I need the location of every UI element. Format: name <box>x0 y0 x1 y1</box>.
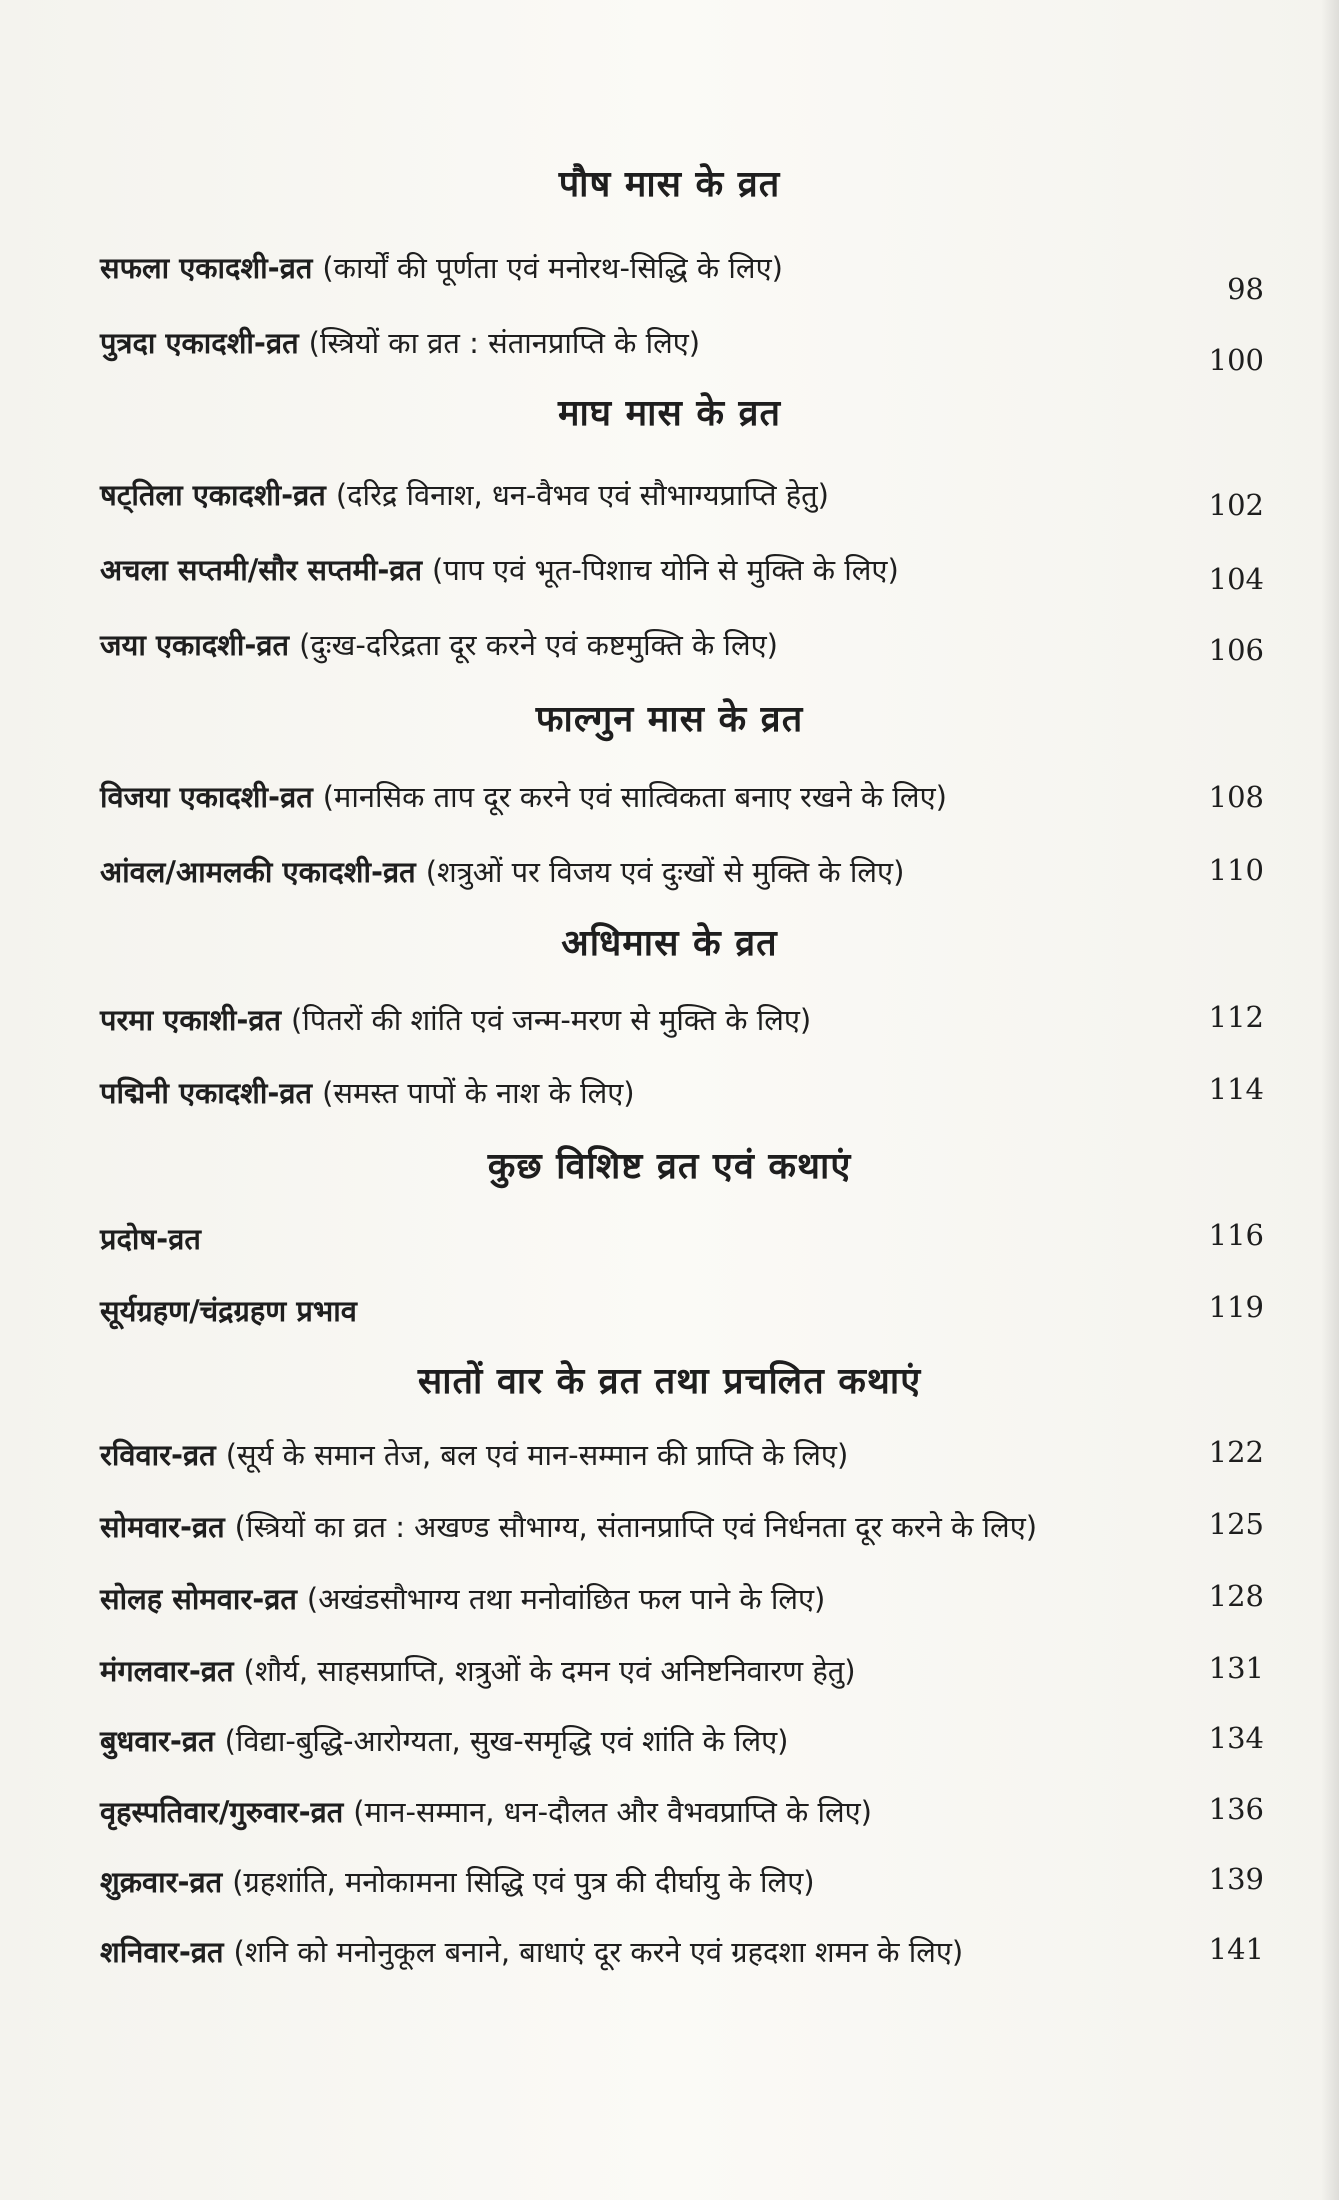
toc-entry[interactable] <box>100 1932 963 1971</box>
entry-description: (शनि को मनोनुकूल बनाने, बाधाएं दूर करने एवं ग्रहदशा शमन के लिए) <box>233 1935 964 1969</box>
entry-title: सूर्यग्रहण/चंद्रग्रहण प्रभाव <box>100 1294 357 1328</box>
entry-title: मंगलवार-व्रत <box>100 1654 234 1688</box>
entry-title: बुधवार-व्रत <box>100 1724 215 1758</box>
toc-entry[interactable] <box>100 1579 825 1618</box>
toc-entry[interactable] <box>100 1792 872 1831</box>
page-number: 114 <box>1208 1072 1264 1106</box>
toc-entry[interactable] <box>100 1651 856 1690</box>
entry-title: शनिवार-व्रत <box>100 1935 224 1969</box>
entry-title: विजया एकादशी-व्रत <box>100 780 313 814</box>
entry-title: जया एकादशी-व्रत <box>100 628 290 662</box>
page-number: 100 <box>1208 343 1264 377</box>
toc-entry[interactable] <box>100 1435 848 1474</box>
entry-description: (कार्यों की पूर्णता एवं मनोरथ-सिद्धि के लिए) <box>322 251 783 285</box>
entry-title: आंवल/आमलकी एकादशी-व्रत <box>100 855 416 889</box>
page-number: 112 <box>1208 1000 1264 1034</box>
entry-title: वृहस्पतिवार/गुरुवार-व्रत <box>100 1795 344 1829</box>
entry-description: (दरिद्र विनाश, धन-वैभव एवं सौभाग्यप्राप्ति हेतु) <box>335 478 829 512</box>
toc-entry[interactable] <box>100 1219 201 1258</box>
entry-description: (मानसिक ताप दूर करने एवं सात्विकता बनाए रखने के लिए) <box>322 780 947 814</box>
toc-entry[interactable] <box>100 777 947 816</box>
page-number: 136 <box>1208 1792 1264 1826</box>
entry-title: सोलह सोमवार-व्रत <box>100 1582 297 1616</box>
entry-title: शुक्रवार-व्रत <box>100 1865 223 1899</box>
section-heading-phalgun: फाल्गुन मास के व्रत <box>535 699 804 740</box>
entry-description: (शत्रुओं पर विजय एवं दुःखों से मुक्ति के लिए) <box>425 855 905 889</box>
page-number: 106 <box>1208 633 1264 667</box>
page-edge-shadow <box>1321 0 1339 2200</box>
entry-title: अचला सप्तमी/सौर सप्तमी-व्रत <box>100 553 423 587</box>
toc-entry[interactable] <box>100 1073 635 1112</box>
entry-description: (सूर्य के समान तेज, बल एवं मान-सम्मान की प्राप्ति के लिए) <box>225 1438 849 1472</box>
entry-description: (मान-सम्मान, धन-दौलत और वैभवप्राप्ति के लिए) <box>353 1795 872 1829</box>
toc-entry[interactable] <box>100 1862 815 1901</box>
toc-entry[interactable] <box>100 475 829 514</box>
entry-title: प्रदोष-व्रत <box>100 1222 201 1256</box>
entry-description: (शौर्य, साहसप्राप्ति, शत्रुओं के दमन एवं अनिष्टनिवारण हेतु) <box>243 1654 856 1688</box>
toc-entry[interactable] <box>100 852 904 891</box>
entry-description: (दुःख-दरिद्रता दूर करने एवं कष्टमुक्ति के लिए) <box>299 628 778 662</box>
page-number: 125 <box>1208 1507 1264 1541</box>
page-number: 98 <box>1227 272 1264 306</box>
toc-entry[interactable] <box>100 550 899 589</box>
entry-description: (स्त्रियों का व्रत : अखण्ड सौभाग्य, संतानप्राप्ति एवं निर्धनता दूर करने के लिए) <box>234 1510 1038 1544</box>
toc-entry[interactable] <box>100 1000 811 1039</box>
toc-entry[interactable] <box>100 625 778 664</box>
page-number: 104 <box>1208 562 1264 596</box>
entry-description: (ग्रहशांति, मनोकामना सिद्धि एवं पुत्र की दीर्घायु के लिए) <box>232 1865 815 1899</box>
section-heading-vishisht: कुछ विशिष्ट व्रत एवं कथाएं <box>487 1146 852 1187</box>
page-number: 131 <box>1208 1651 1264 1685</box>
page-number: 110 <box>1208 853 1264 887</box>
entry-title: पद्मिनी एकादशी-व्रत <box>100 1076 313 1110</box>
entry-title: पुत्रदा एकादशी-व्रत <box>100 326 299 360</box>
entry-title: षट्तिला एकादशी-व्रत <box>100 478 326 512</box>
entry-description: (पाप एवं भूत-पिशाच योनि से मुक्ति के लिए) <box>432 553 899 587</box>
entry-description: (समस्त पापों के नाश के लिए) <box>322 1076 635 1110</box>
entry-title: सोमवार-व्रत <box>100 1510 225 1544</box>
toc-entry[interactable] <box>100 1291 357 1330</box>
page-number: 141 <box>1208 1932 1264 1966</box>
entry-description: (पितरों की शांति एवं जन्म-मरण से मुक्ति के लिए) <box>291 1003 812 1037</box>
entry-description: (अखंडसौभाग्य तथा मनोवांछित फल पाने के लिए) <box>306 1582 826 1616</box>
page-number: 134 <box>1208 1721 1264 1755</box>
toc-entry[interactable] <box>100 323 700 362</box>
entry-description: (विद्या-बुद्धि-आरोग्यता, सुख-समृद्धि एवं शांति के लिए) <box>224 1724 789 1758</box>
entry-title: सफला एकादशी-व्रत <box>100 251 313 285</box>
page-number: 122 <box>1208 1435 1264 1469</box>
section-heading-paush: पौष मास के व्रत <box>558 164 781 205</box>
page-number: 139 <box>1208 1862 1264 1896</box>
section-heading-adhimas: अधिमास के व्रत <box>561 923 778 964</box>
section-heading-saaton-vaar: सातों वार के व्रत तथा प्रचलित कथाएं <box>417 1361 922 1402</box>
toc-entry[interactable] <box>100 248 783 287</box>
entry-title: परमा एकाशी-व्रत <box>100 1003 282 1037</box>
toc-entry[interactable] <box>100 1507 1037 1546</box>
entry-title: रविवार-व्रत <box>100 1438 216 1472</box>
page-number: 102 <box>1208 488 1264 522</box>
page-number: 108 <box>1208 780 1264 814</box>
entry-description: (स्त्रियों का व्रत : संतानप्राप्ति के लिए) <box>308 326 701 360</box>
page-number: 128 <box>1208 1579 1264 1613</box>
page-number: 119 <box>1208 1290 1264 1324</box>
toc-entry[interactable] <box>100 1721 788 1760</box>
page-number: 116 <box>1208 1218 1264 1252</box>
section-heading-magh: माघ मास के व्रत <box>557 393 782 434</box>
